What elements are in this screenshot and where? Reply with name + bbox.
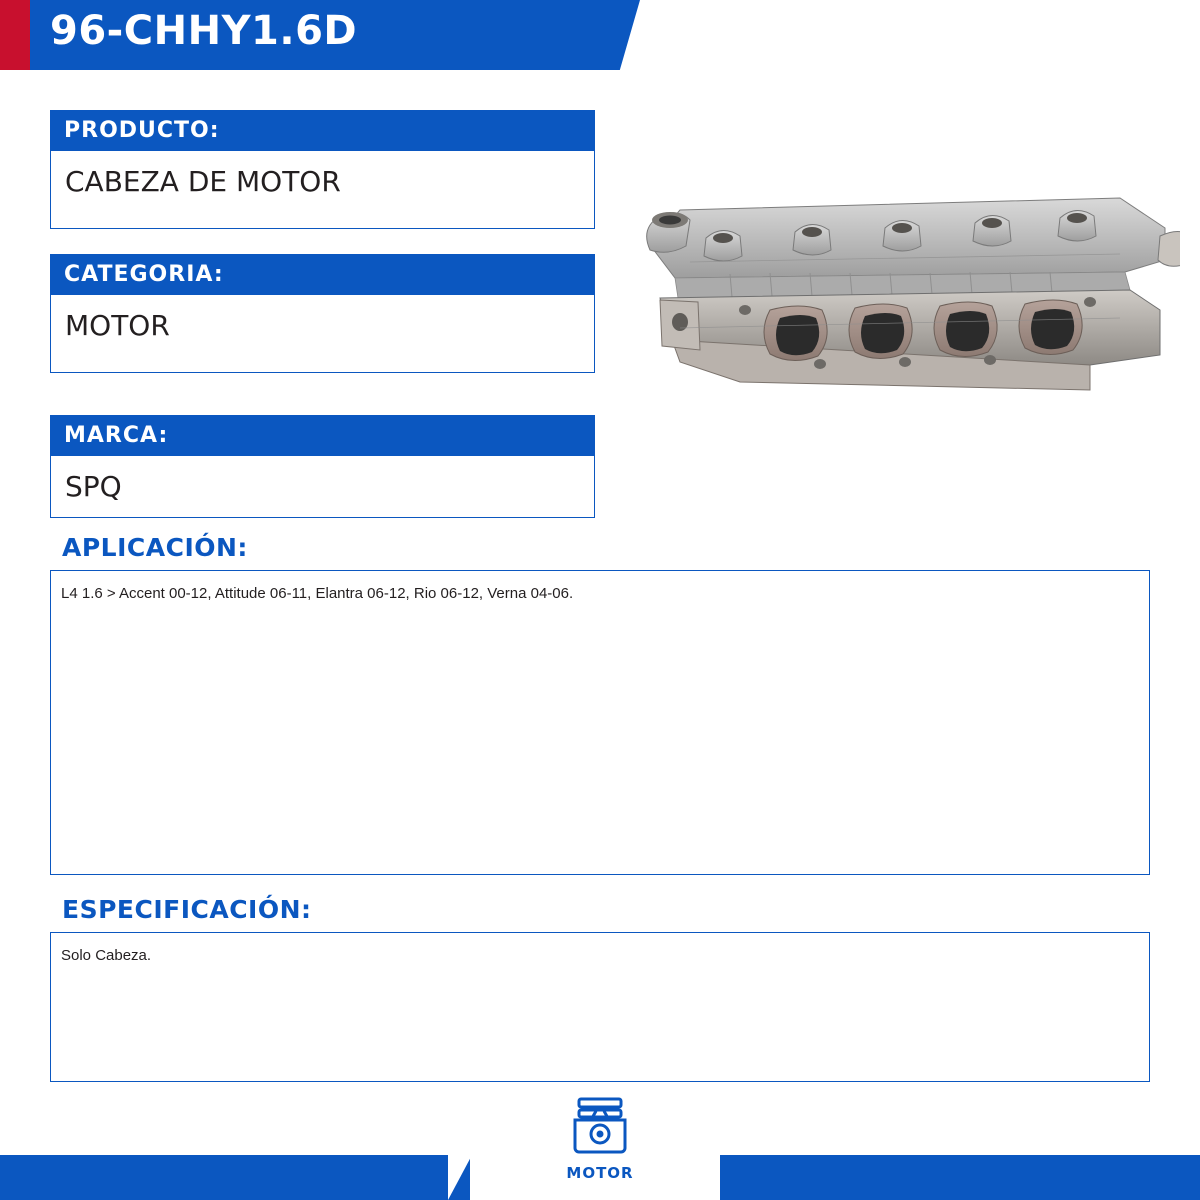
footer (0, 1155, 1200, 1200)
footer-category-badge (0, 1095, 1200, 1182)
field-categoria-label: CATEGORIA: (50, 254, 595, 295)
cylinder-head-photo (620, 150, 1180, 420)
field-categoria-value: MOTOR (50, 295, 595, 373)
field-marca-label: MARCA: (50, 415, 595, 456)
piston-icon (561, 1095, 639, 1162)
field-producto-label: PRODUCTO: (50, 110, 595, 151)
field-producto-value: CABEZA DE MOTOR (50, 151, 595, 229)
header-accent-bar (0, 0, 30, 70)
aplicacion-text: L4 1.6 > Accent 00-12, Attitude 06-11, Elantra 06-12, Rio 06-12, Verna 04-06. (50, 570, 1150, 875)
footer-category-label: MOTOR (566, 1164, 634, 1182)
field-producto (50, 110, 595, 229)
especificacion-title: ESPECIFICACIÓN: (62, 895, 312, 924)
aplicacion-title: APLICACIÓN: (62, 533, 248, 562)
field-marca (50, 415, 595, 518)
header-blue-slant (598, 0, 640, 70)
header (0, 0, 1200, 70)
especificacion-text: Solo Cabeza. (50, 932, 1150, 1082)
field-marca-value: SPQ (50, 456, 595, 518)
part-number-title: 96-CHHY1.6D (50, 8, 358, 54)
field-categoria (50, 254, 595, 373)
